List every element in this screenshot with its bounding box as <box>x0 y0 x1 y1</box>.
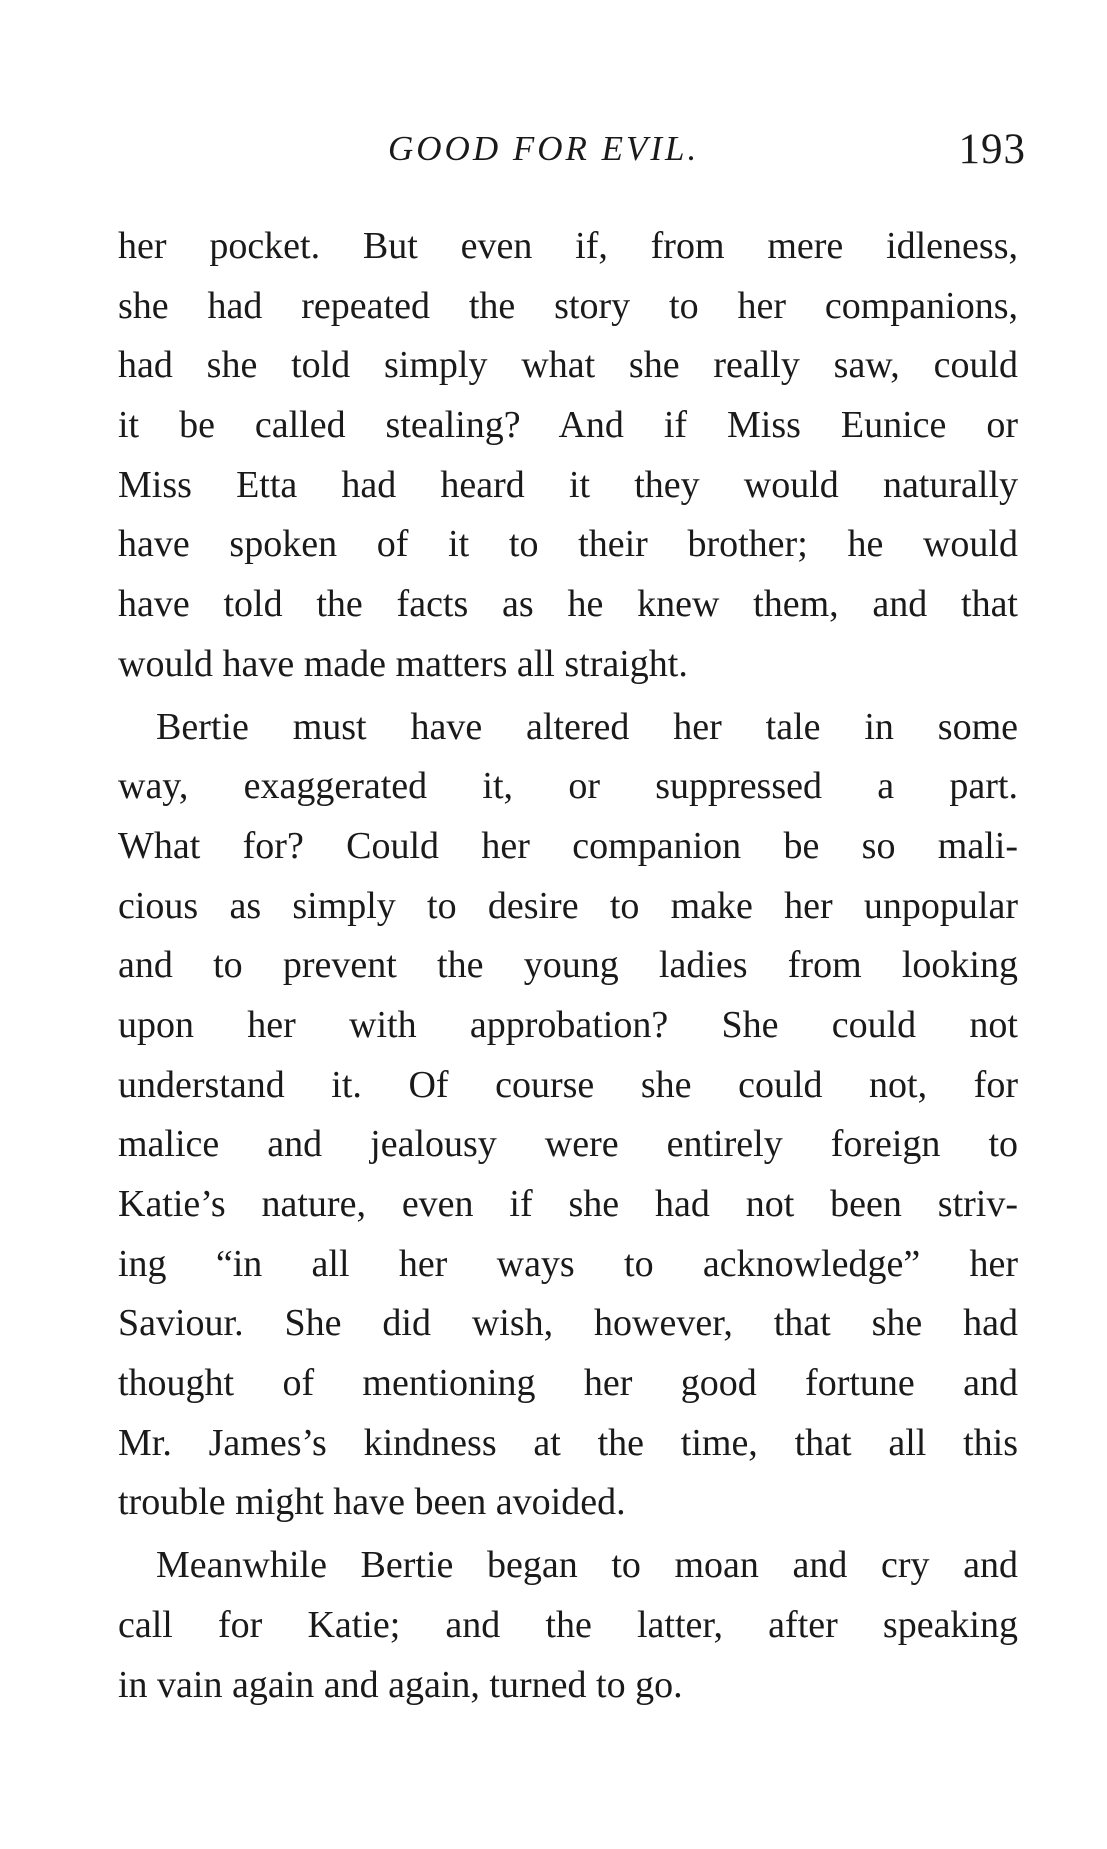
text-line: in vain again and again, turned to go. <box>118 1663 683 1706</box>
text-line: have told the facts as he knew them, and that <box>118 583 1018 626</box>
text-line: would have made matters all straight. <box>118 642 688 685</box>
paragraph-3 <box>118 1536 1018 1715</box>
text-line: trouble might have been avoided. <box>118 1481 626 1524</box>
page-number: 193 <box>958 126 1026 173</box>
running-head <box>120 125 1030 185</box>
paragraph-2 <box>118 698 1018 1534</box>
text-line: it be called stealing? And if Miss Eunice or <box>118 404 1018 447</box>
paragraph-1 <box>118 217 1018 695</box>
text-line: understand it. Of course she could not, for <box>118 1063 1018 1106</box>
text-line: have spoken of it to their brother; he would <box>118 523 1018 566</box>
text-line: malice and jealousy were entirely foreign to <box>118 1123 1018 1166</box>
text-line: Katie’s nature, even if she had not been striv- <box>118 1183 1018 1225</box>
text-line: way, exaggerated it, or suppressed a part. <box>118 765 1018 808</box>
text-line: ing “in all her ways to acknowledge” her <box>118 1242 1018 1285</box>
text-line: What for? Could her companion be so mali- <box>118 824 1018 867</box>
text-line: Mr. James’s kindness at the time, that all this <box>118 1421 1018 1464</box>
text-line: Bertie must have altered her tale in some <box>156 705 1018 748</box>
text-line: cious as simply to desire to make her unpopular <box>118 884 1018 927</box>
text-line: Miss Etta had heard it they would naturally <box>118 463 1018 506</box>
running-title: GOOD FOR EVIL. <box>388 129 700 168</box>
body-text <box>118 217 1018 1715</box>
text-line: and to prevent the young ladies from looking <box>118 944 1018 987</box>
text-line: thought of mentioning her good fortune and <box>118 1362 1018 1405</box>
text-line: she had repeated the story to her companions, <box>118 284 1018 327</box>
text-line: Meanwhile Bertie began to moan and cry and <box>156 1544 1018 1587</box>
text-line: had she told simply what she really saw, could <box>118 344 1018 387</box>
text-line: her pocket. But even if, from mere idleness, <box>118 225 1018 267</box>
text-line: Saviour. She did wish, however, that she had <box>118 1302 1018 1345</box>
text-line: call for Katie; and the latter, after speaking <box>118 1603 1018 1646</box>
text-line: upon her with approbation? She could not <box>118 1003 1018 1046</box>
